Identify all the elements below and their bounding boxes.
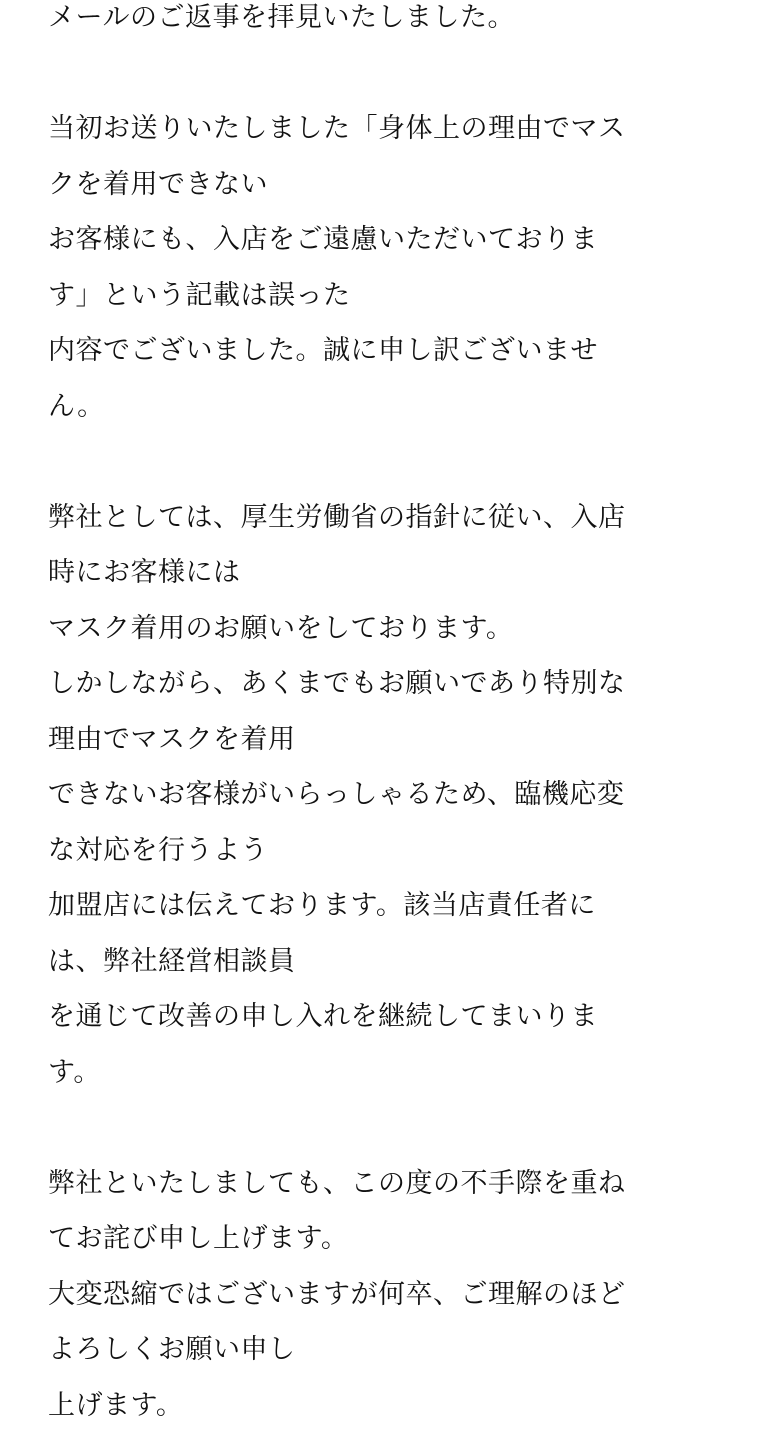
message-line: 上げます。 [48,1378,738,1433]
blank-line [48,1100,738,1156]
message-line: よろしくお願い申し [48,1322,738,1378]
message-line: 弊社といたしましても、この度の不手際を重ね [48,1156,738,1212]
message-line: できないお客様がいらっしゃるため、臨機応変 [48,767,738,823]
message-line: しかしながら、あくまでもお願いであり特別な [48,656,738,712]
message-line: す」という記載は誤った [48,268,738,324]
message-line: 当初お送りいたしました「身体上の理由でマス [48,101,738,157]
message-line: メールのご返事を拝見いたしました。 [48,0,738,46]
message-line: てお詫び申し上げます。 [48,1211,738,1267]
message-line: 内容でございました。誠に申し訳ございませ [48,323,738,379]
message-line: クを着用できない [48,157,738,213]
blank-line [48,46,738,102]
message-line: 時にお客様には [48,545,738,601]
message-line: 弊社としては、厚生労働省の指針に従い、入店 [48,490,738,546]
message-line: す。 [48,1045,738,1101]
message-line: ん。 [48,379,738,435]
message-line: マスク着用のお願いをしております。 [48,601,738,657]
email-message-body [48,0,738,1433]
message-line: を通じて改善の申し入れを継続してまいりま [48,989,738,1045]
blank-line [48,434,738,490]
message-line: お客様にも、入店をご遠慮いただいておりま [48,212,738,268]
message-line: 大変恐縮ではございますが何卒、ご理解のほど [48,1267,738,1323]
message-line: 理由でマスクを着用 [48,712,738,768]
message-line: な対応を行うよう [48,823,738,879]
message-line: は、弊社経営相談員 [48,934,738,990]
message-line: 加盟店には伝えております。該当店責任者に [48,878,738,934]
